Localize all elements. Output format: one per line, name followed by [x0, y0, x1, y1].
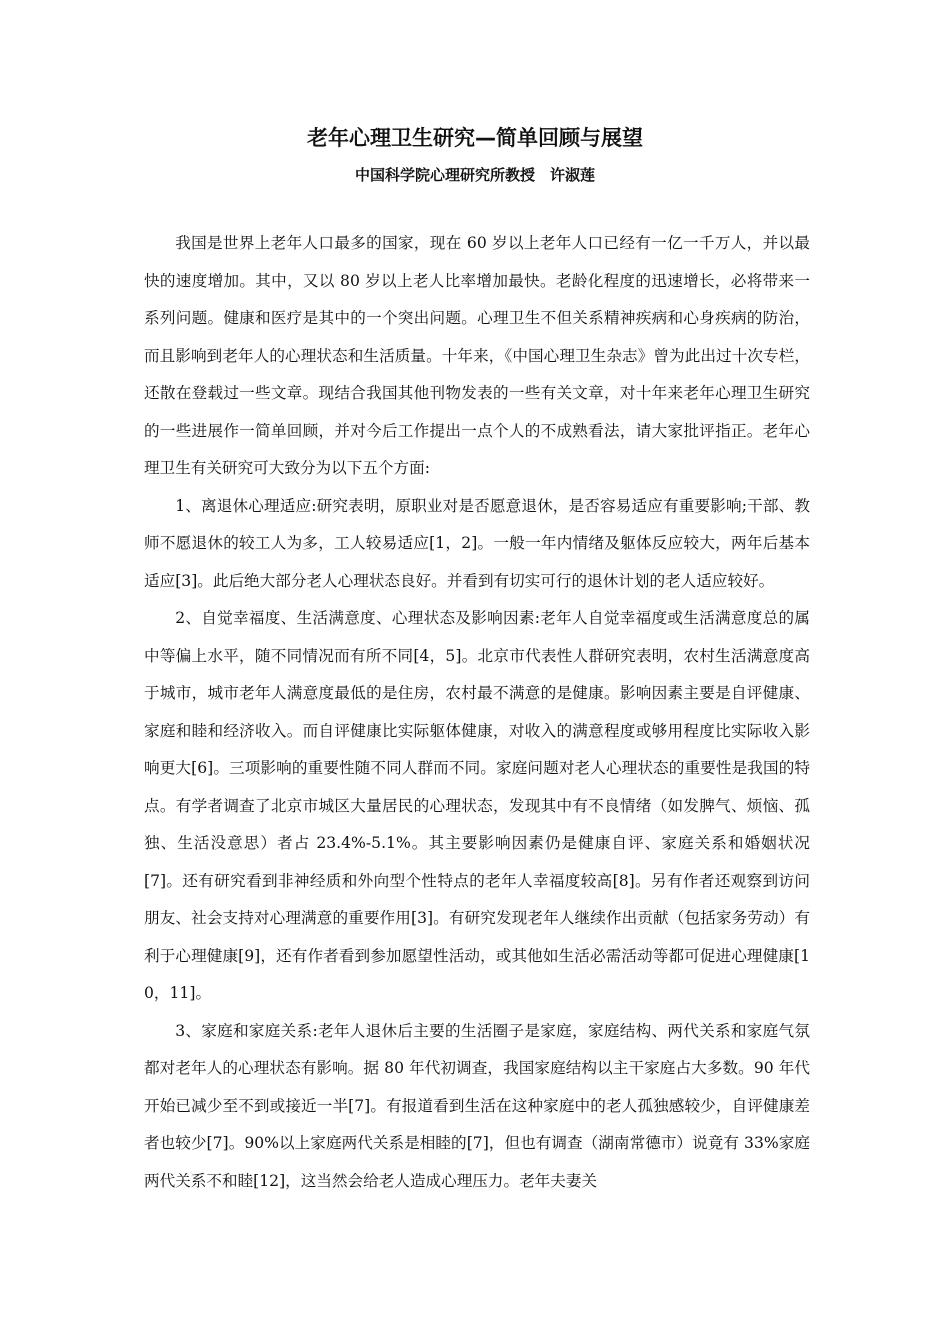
- document-body: [144, 225, 810, 1200]
- paragraph-intro: 我国是世界上老年人口最多的国家，现在 60 岁以上老年人口已经有一亿一千万人，并以最快的速度增加。其中，又以 80 岁以上老人比率增加最快。老龄化程度的迅速增长，必将带来一系列问题。健康和医疗是其中的一个突出问题。心理卫生不但关系精神疾病和心身疾病的防治，而且影响到老年人的心理状态和生活质量。十年来，《中国心理卫生杂志》曾为此出过十次专栏，还散在登载过一些文章。现结合我国其他刊物发表的一些有关文章，对十年来老年心理卫生研究的一些进展作一简单回顾，并对今后工作提出一点个人的不成熟看法，请大家批评指正。老年心理卫生有关研究可大致分为以下五个方面:: [144, 234, 810, 477]
- paragraph-family-relations: 3、家庭和家庭关系:老年人退休后主要的生活圈子是家庭，家庭结构、两代关系和家庭气氛都对老年人的心理状态有影响。据 80 年代初调查，我国家庭结构以主干家庭占大多数。90 年代开始已减少至不到或接近一半[7]。有报道看到生活在这种家庭中的老人孤独感较少，自评健康差者也较少[7]。90%以上家庭两代关系是相睦的[7]，但也有调查（湖南常德市）说竟有 33%家庭两代关系不和睦[12]，这当然会给老人造成心理压力。老年夫妻关: [144, 1021, 810, 1190]
- author-line: 中国科学院心理研究所教授 许淑莲: [354, 166, 595, 184]
- paragraph-retirement-adaptation: 1、离退休心理适应:研究表明，原职业对是否愿意退休，是否容易适应有重要影响;干部、教师不愿退休的较工人为多，工人较易适应[1，2]。一般一年内情绪及躯体反应较大，两年后基本适应[3]。此后绝大部分老人心理状态良好。并看到有切实可行的退休计划的老人适应较好。: [144, 496, 810, 590]
- paragraph-wellbeing-satisfaction: 2、自觉幸福度、生活满意度、心理状态及影响因素:老年人自觉幸福度或生活满意度总的属中等偏上水平，随不同情况而有所不同[4，5]。北京市代表性人群研究表明，农村生活满意度高于城市，城市老年人满意度最低的是住房，农村最不满意的是健康。影响因素主要是自评健康、家庭和睦和经济收入。而自评健康比实际躯体健康，对收入的满意程度或够用程度比实际收入影响更大[6]。三项影响的重要性随不同人群而不同。家庭问题对老人心理状态的重要性是我国的特点。有学者调查了北京市城区大量居民的心理状态，发现其中有不良情绪（如发脾气、烦恼、孤独、生活没意思）者占 23.4%-5.1%。其主要影响因素仍是健康自评、家庭关系和婚姻状况[7]。还有研究看到非神经质和外向型个性特点的老年人幸福度较高[8]。另有作者还观察到访问朋友、社会支持对心理满意的重要作用[3]。有研究发现老年人继续作出贡献（包括家务劳动）有利于心理健康[9]，还有作者看到参加愿望性活动，或其他如生活必需活动等都可促进心理健康[10，11]。: [144, 609, 810, 1002]
- document-title: 老年心理卫生研究—简单回顾与展望: [307, 126, 643, 150]
